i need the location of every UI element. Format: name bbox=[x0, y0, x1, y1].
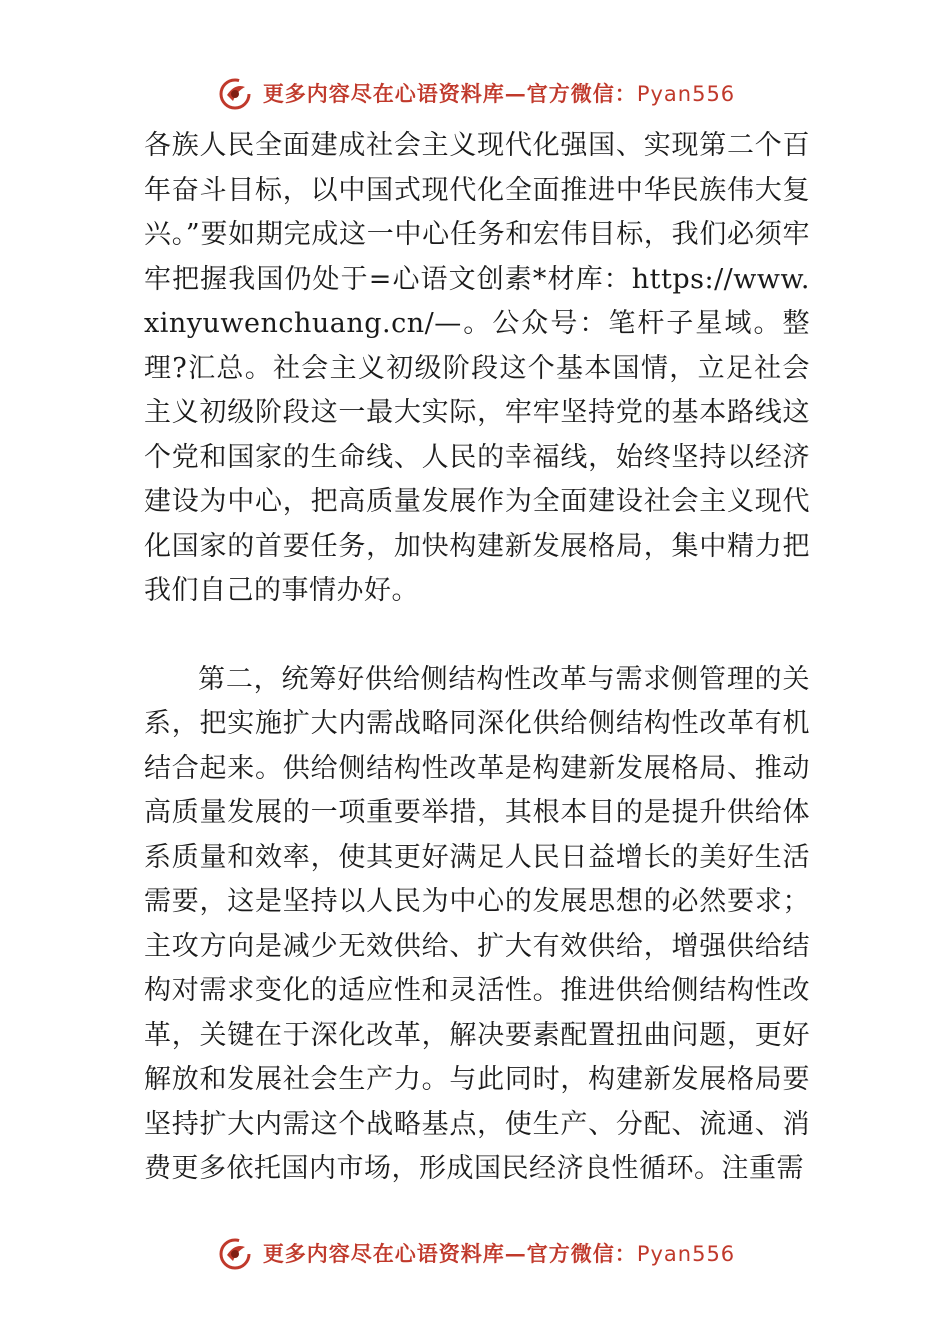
paragraph-1: 各族人民全面建成社会主义现代化强国、实现第二个百年奋斗目标，以中国式现代化全面推进中华民族伟大复兴。”要如期完成这一中心任务和宏伟目标，我们必须牢牢把握我国仍处于=心语文创素*材库：https://www.xinyuwenchuang.cn/—。公众号：笔杆子星域。整理?汇总。社会主义初级阶段这个基本国情，立足社会主义初级阶段这一最大实际，牢牢坚持党的基本路线这个党和国家的生命线、人民的幸福线，始终坚持以经济建设为中心，把高质量发展作为全面建设社会主义现代化国家的首要任务，加快构建新发展格局，集中精力把我们自己的事情办好。 bbox=[144, 130, 810, 606]
brand-logo-icon bbox=[215, 1233, 255, 1273]
banner-slogan: 更多内容尽在心语资料库—官方微信： bbox=[262, 1241, 637, 1266]
banner-wechat-id: Pyan556 bbox=[636, 82, 736, 106]
footer-banner bbox=[0, 1228, 950, 1278]
banner-text bbox=[263, 1238, 735, 1268]
header-banner bbox=[0, 68, 950, 118]
brand-logo-icon bbox=[215, 73, 255, 113]
banner-text bbox=[263, 78, 735, 108]
banner-wechat-id: Pyan556 bbox=[636, 1242, 736, 1266]
banner-slogan: 更多内容尽在心语资料库—官方微信： bbox=[262, 81, 637, 106]
paragraph-2: 第二，统筹好供给侧结构性改革与需求侧管理的关系，把实施扩大内需战略同深化供给侧结构性改革有机结合起来。供给侧结构性改革是构建新发展格局、推动高质量发展的一项重要举措，其根本目的是提升供给体系质量和效率，使其更好满足人民日益增长的美好生活需要，这是坚持以人民为中心的发展思想的必然要求；主攻方向是减少无效供给、扩大有效供给，增强供给结构对需求变化的适应性和灵活性。推进供给侧结构性改革，关键在于深化改革，解决要素配置扭曲问题，更好解放和发展社会生产力。与此同时，构建新发展格局要坚持扩大内需这个战略基点，使生产、分配、流通、消费更多依托国内市场，形成国民经济良性循环。注重需 bbox=[144, 663, 810, 1184]
document-body bbox=[144, 124, 810, 1192]
paragraph-divider bbox=[144, 614, 810, 658]
